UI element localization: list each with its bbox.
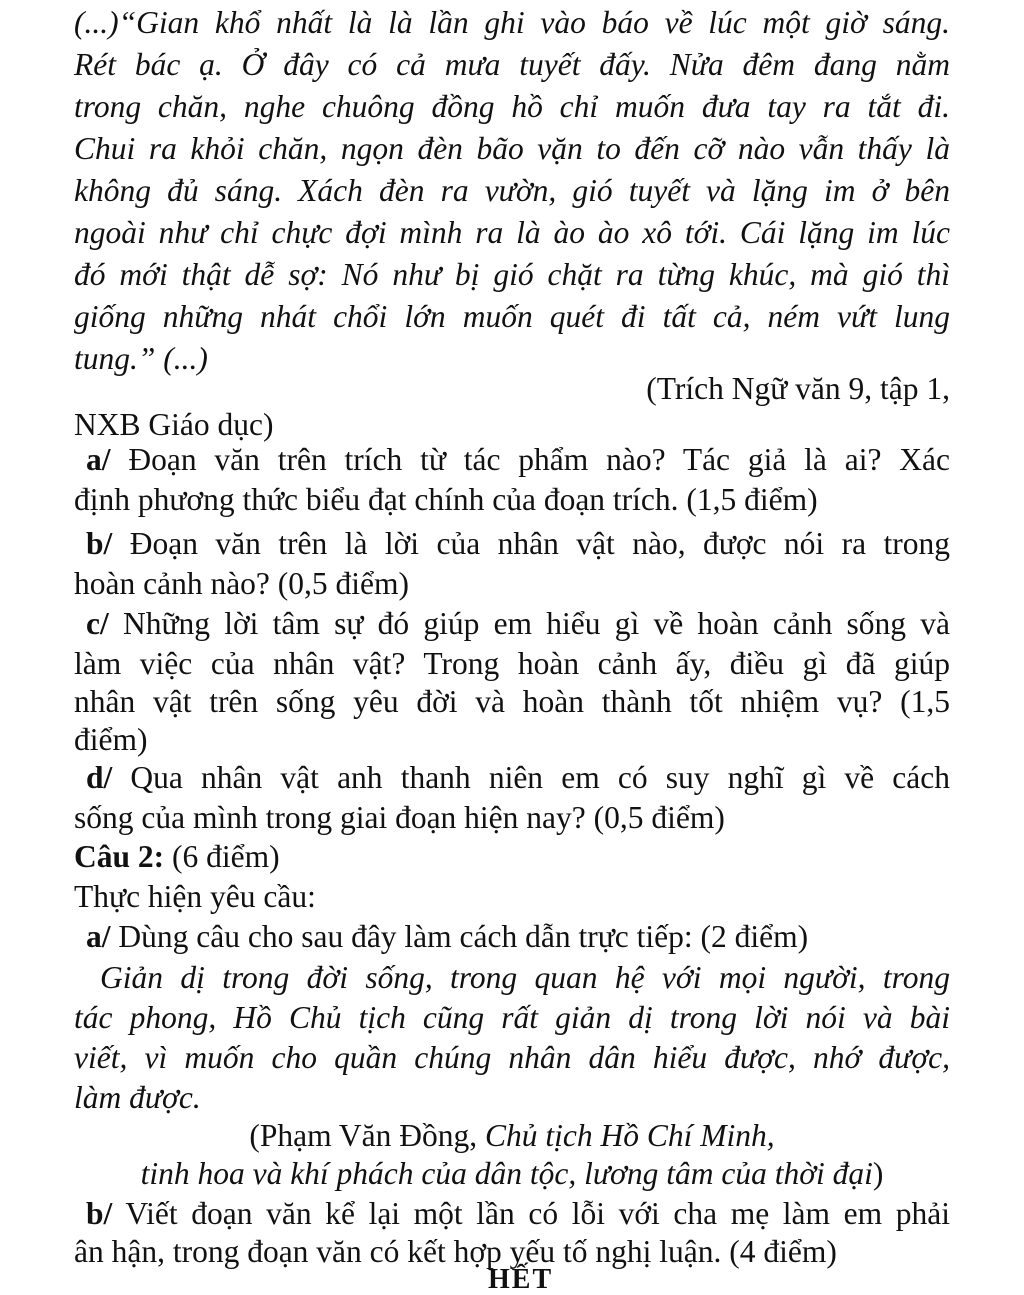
question-c: c/ Những lời tâm sự đó giúp em hiểu gì về hoàn cảnh sống và [86,606,950,641]
quote-line: tác phong, Hồ Chủ tịch cũng rất giản dị trong lời nói và bài [74,1000,950,1035]
cau2-b-label: b/ [86,1196,113,1231]
question-b-label: b/ [86,526,113,561]
cau2-title: Câu 2: [74,839,165,874]
quote-line: Giản dị trong đời sống, trong quan hệ với mọi người, trong [100,960,950,995]
source-publisher: NXB Giáo dục) [74,407,274,442]
question-c-cont: điểm) [74,722,148,757]
passage-line: giống những nhát chổi lớn muốn quét đi tất cả, ném vứt lung [74,299,950,334]
cau2-a: a/ Dùng câu cho sau đây làm cách dẫn trực tiếp: (2 điểm) [86,919,809,954]
quote-citation-cont: tinh hoa và khí phách của dân tộc, lương tâm của thời đại) [140,1156,884,1191]
passage-line: Chui ra khỏi chăn, ngọn đèn bão vặn to đến cỡ nào vẫn thấy là [74,131,950,166]
passage-line: trong chăn, nghe chuông đồng hồ chỉ muốn đưa tay ra tắt đi. [74,89,950,124]
passage-line: tung.” (...) [74,341,208,376]
cau2-b-cont: ân hận, trong đoạn văn có kết hợp yếu tố nghị luận. (4 điểm) [74,1234,837,1269]
passage-line: không đủ sáng. Xách đèn ra vườn, gió tuyết và lặng im ở bên [74,173,950,208]
footer-end-mark: HẾT [488,1264,554,1295]
question-c-cont: làm việc của nhân vật? Trong hoàn cảnh ấy, điều gì đã giúp [74,646,950,681]
passage-line: (...)“Gian khổ nhất là là lần ghi vào báo về lúc một giờ sáng. [74,5,950,40]
passage-line: Rét bác ạ. Ở đây có cả mưa tuyết đấy. Nửa đêm đang nằm [74,47,950,82]
passage-line: đó mới thật dễ sợ: Nó như bị gió chặt ra từng khúc, mà gió thì [74,257,950,292]
quote-citation: (Phạm Văn Đồng, Chủ tịch Hồ Chí Minh, [249,1118,775,1153]
passage-line: ngoài như chỉ chực đợi mình ra là ào ào xô tới. Cái lặng im lúc [74,215,950,250]
quote-line: viết, vì muốn cho quần chúng nhân dân hiểu được, nhớ được, [74,1040,950,1075]
question-b: b/ Đoạn văn trên là lời của nhân vật nào, được nói ra trong [86,526,950,561]
question-d-cont: sống của mình trong giai đoạn hiện nay? (0,5 điểm) [74,800,725,835]
question-d: d/ Qua nhân vật anh thanh niên em có suy nghĩ gì về cách [86,760,950,795]
cau2-b: b/ Viết đoạn văn kể lại một lần có lỗi với cha mẹ làm em phải [86,1196,950,1231]
question-d-label: d/ [86,760,113,795]
quote-line: làm được. [74,1080,201,1115]
question-a-cont: định phương thức biểu đạt chính của đoạn trích. (1,5 điểm) [74,482,818,517]
cau2-heading: Câu 2: (6 điểm) [74,839,280,874]
cau2-a-label: a/ [86,919,111,954]
cau2-instruction: Thực hiện yêu cầu: [74,879,316,914]
question-a-label: a/ [86,442,111,477]
question-c-cont: nhân vật trên sống yêu đời và hoàn thành tốt nhiệm vụ? (1,5 [74,684,950,719]
question-c-label: c/ [86,606,109,641]
question-b-cont: hoàn cảnh nào? (0,5 điểm) [74,566,409,601]
source-citation: (Trích Ngữ văn 9, tập 1, [646,371,950,406]
question-a: a/ Đoạn văn trên trích từ tác phẩm nào? Tác giả là ai? Xác [86,442,950,477]
